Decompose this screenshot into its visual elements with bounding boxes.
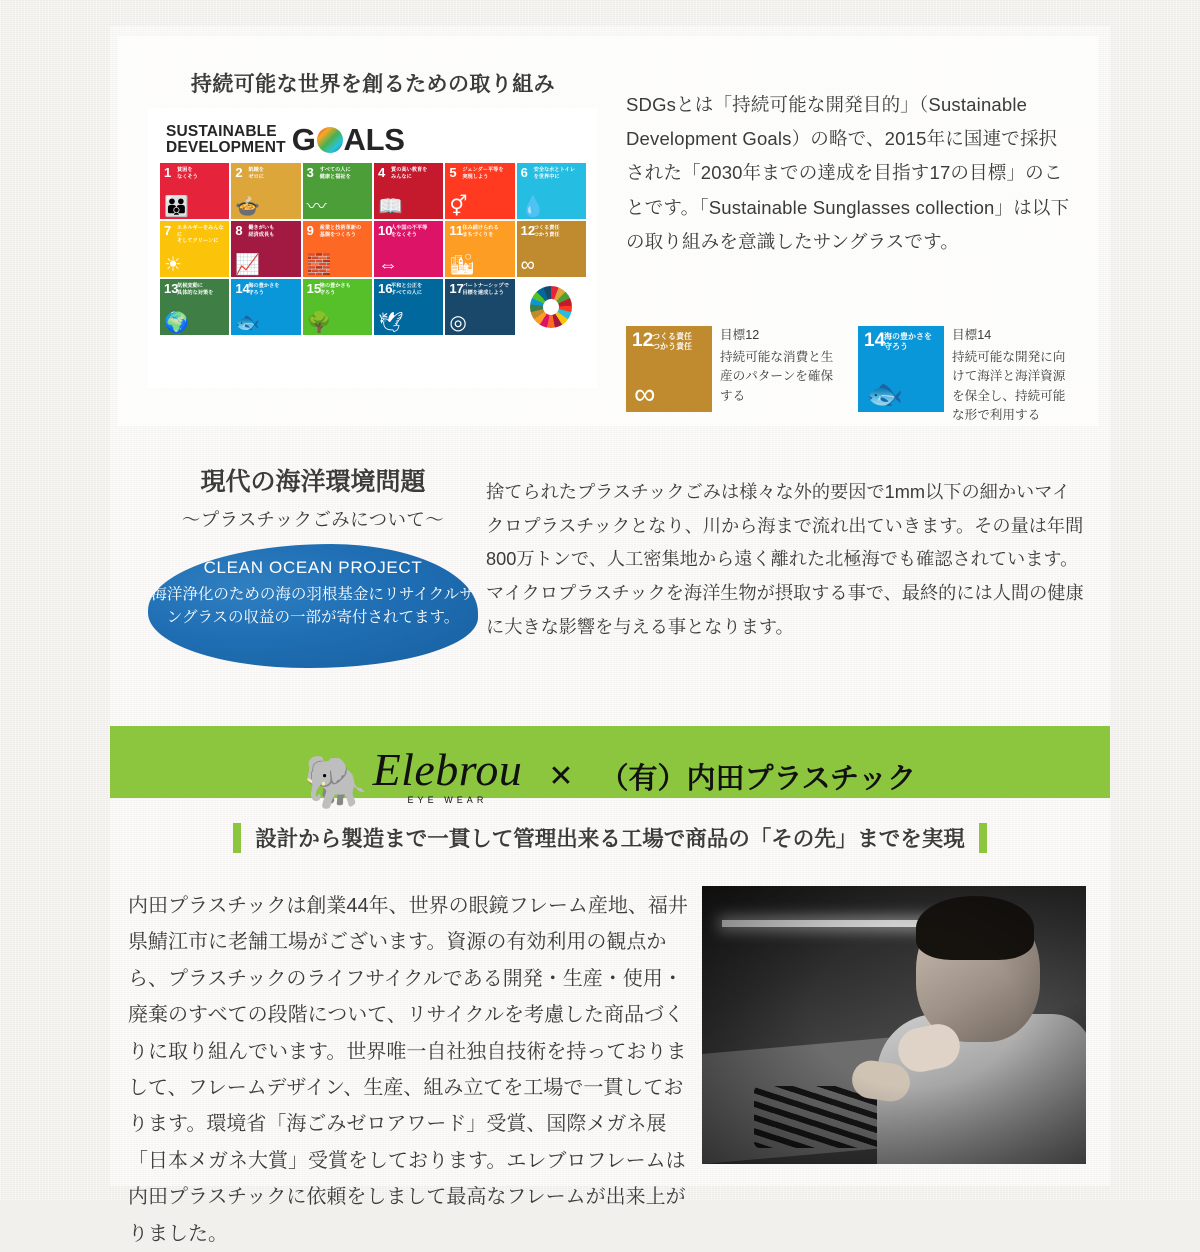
- goal-badge-number: 14: [864, 330, 886, 351]
- sdg-wordmark-line2: DEVELOPMENT: [166, 138, 286, 156]
- sdg-tile-title: すべての人に 健康と福祉を: [319, 167, 351, 180]
- collab-tagline: [110, 822, 1110, 853]
- sdg-goal-tile-3: [303, 163, 372, 219]
- sdg-tile-title: つくる責任 つかう責任: [533, 225, 560, 238]
- sdg-goal-tile-4: [374, 163, 443, 219]
- sdg-goal-tile-9: [303, 221, 372, 277]
- sdg-tile-number: 14: [235, 281, 250, 296]
- sdg-tile-icon: 🌍: [164, 312, 189, 334]
- sdg-goal-tile-14: [231, 279, 300, 335]
- goal-badge-icon: 🐟: [866, 378, 904, 411]
- brand-subtitle: EYE WEAR: [407, 795, 488, 805]
- sdg-tile-number: 13: [164, 281, 179, 296]
- goal-badge-title: 海の豊かさを 守ろう: [884, 332, 932, 352]
- sdg-tile-title: 陸の豊かさも 守ろう: [319, 283, 351, 296]
- goal-card-description: 目標14 持続可能な開発に向けて海洋と海洋資源を保全し、持続可能な形で利用する: [952, 326, 1072, 426]
- sdg-tile-title: 気候変動に 具体的な対策を: [177, 283, 214, 296]
- clean-ocean-project-badge: [148, 544, 478, 668]
- ocean-heading: 現代の海洋環境問題: [200, 468, 426, 496]
- sdg-tile-number: 16: [378, 281, 393, 296]
- sdg-tile-icon: 〰: [306, 196, 327, 218]
- sdg-tile-number: 2: [235, 165, 243, 180]
- sdg-tile-icon: ⚥: [449, 196, 468, 218]
- sdg-tile-title: 人や国の不平等 をなくそう: [391, 225, 428, 238]
- sdg-tile-number: 1: [164, 165, 172, 180]
- sdg-goal-tile-1: [160, 163, 229, 219]
- sdg-tile-icon: 📈: [235, 254, 261, 276]
- elebrou-logo: [303, 744, 523, 812]
- sdg-tile-icon: 🍲: [235, 196, 261, 218]
- sdg-tile-icon: ⇔: [378, 254, 398, 276]
- sdg-goal-tile-10: [374, 221, 443, 277]
- sdg-tile-icon: 🧱: [306, 254, 332, 276]
- sdg-goal-tile-17: [445, 279, 514, 335]
- sdg-tile-number: 6: [520, 165, 528, 180]
- sdg-tile-number: 12: [520, 223, 536, 238]
- sdg-tile-icon: 👪: [164, 196, 189, 218]
- goal-badge-12: [626, 326, 712, 412]
- sdg-wordmark-lines: [166, 124, 286, 155]
- sdg-tile-icon: 📖: [378, 196, 403, 218]
- sdg-tile-title: 働きがいも 経済成長も: [248, 225, 275, 238]
- goal-card-12: [626, 326, 840, 426]
- brand-name: Elebrou: [372, 744, 523, 795]
- clean-ocean-project-text: 海洋浄化のための海の羽根基金にリサイクルサングラスの収益の一部が寄付されてます。: [151, 586, 475, 627]
- ocean-body-text: 捨てられたプラスチックごみは様々な外的要因で1mm以下の細かいマイクロプラスチックとなり、川から海まで流れ出ていきます。その量は年間800万トンで、人工密集地から遠く離れた北極海でも確認されています。 マイクロプラスチックを海洋生物が摂取する事で、最終的には人間の健康に大きな影響を与える事となります。: [486, 482, 1084, 637]
- goal-badge-number: 12: [632, 330, 654, 351]
- goal-card-description: 目標12 持続可能な消費と生産のパターンを確保する: [720, 326, 840, 426]
- sdg-tile-number: 3: [306, 165, 314, 180]
- sdg-goal-tile-15: [303, 279, 372, 335]
- sdg-tile-icon: 🐟: [235, 312, 261, 334]
- sdg-color-wheel: [517, 279, 586, 335]
- tagline-bar-left: [233, 823, 241, 853]
- sdg-tile-icon: 🌳: [306, 312, 332, 334]
- sdg-tile-number: 5: [449, 165, 457, 180]
- sdg-goal-tile-11: [445, 221, 514, 277]
- sdg-tile-number: 15: [306, 281, 322, 296]
- sdg-tile-number: 9: [306, 223, 314, 238]
- ocean-section: [118, 448, 1098, 698]
- factory-description-text: 内田プラスチックは創業44年、世界の眼鏡フレーム産地、福井県鯖江市に老舗工場がございます。資源の有効利用の観点から、プラスチックのライフサイクルである開発・生産・使用・廃棄のすべての段階について、リサイクルを考慮した商品づくりに取り組んでいます。世界唯一自社独自技術を持っておりまして、フレームデザイン、生産、組み立てを工場で一貫しております。環境省「海ごみゼロアワード」受賞、国際メガネ展「日本メガネ大賞」受賞をしております。エレブロフレームは内田プラスチックに依頼をしまして最高なフレームが出来上がりました。: [128, 895, 688, 1245]
- sdg-goal-tile-6: [517, 163, 586, 219]
- sdg-goal-tile-16: [374, 279, 443, 335]
- sdg-logo-box: [148, 108, 598, 388]
- sdg-goal-grid: [158, 163, 588, 337]
- photo-vignette: [702, 886, 1086, 1164]
- sdg-goal-tile-5: [445, 163, 514, 219]
- sdg-tile-icon: 🕊: [378, 312, 404, 334]
- sdg-heading: 持続可能な世界を創るための取り組み: [190, 73, 556, 96]
- sdg-wordmark: [158, 118, 588, 163]
- sdg-color-wheel-o-icon: [317, 127, 343, 153]
- sdg-goals-g: G: [291, 122, 316, 157]
- goal-badge-14: [858, 326, 944, 412]
- sdg-tile-title: 住み続けられる まちづくりを: [462, 225, 499, 238]
- sdg-tile-number: 10: [378, 223, 393, 238]
- goal-card-14: [858, 326, 1072, 426]
- sdg-tile-title: 産業と技術革新の 基盤をつくろう: [319, 225, 362, 238]
- sdg-tile-title: 海の豊かさを 守ろう: [248, 283, 280, 296]
- sdg-tile-icon: ◎: [449, 312, 467, 334]
- tagline-text: 設計から製造まで一貫して管理出来る工場で商品の「その先」までを実現: [255, 827, 965, 851]
- sdg-wordmark-goals: [292, 124, 405, 155]
- sdg-tile-number: 8: [235, 223, 243, 238]
- sdg-tile-title: 質の高い教育を みんなに: [391, 167, 428, 180]
- factory-photo: [702, 886, 1086, 1164]
- sdg-tile-icon: 💧: [520, 196, 546, 218]
- sdg-tile-title: 平和と公正を すべての人に: [391, 283, 423, 296]
- sdg-wordmark-line1: SUSTAINABLE: [166, 123, 277, 140]
- sdg-goal-tile-8: [231, 221, 300, 277]
- sdg-tile-title: 貧困を なくそう: [177, 167, 198, 180]
- sdg-goal-tile-12: [517, 221, 586, 277]
- cross-icon: ✕: [548, 759, 574, 793]
- sdg-tile-title: パートナーシップで 目標を達成しよう: [462, 283, 509, 296]
- sdg-tile-title: 飢餓を ゼロに: [248, 167, 264, 180]
- sdg-highlight-goal-cards: [626, 326, 1078, 426]
- goal-badge-title: つくる責任 つかう責任: [652, 332, 692, 352]
- ocean-subheading: 〜プラスチックごみについて〜: [181, 509, 445, 530]
- sdg-tile-number: 7: [164, 223, 172, 238]
- sdg-tile-icon: ∞: [520, 254, 535, 276]
- sdg-wheel-icon: [530, 286, 572, 328]
- sdg-intro-text: SDGsとは「持続可能な開発目的」（Sustainable Development Goals）の略で、2015年に国連で採択された「2030年までの達成を目指す17の目標」のことです。「Sustainable Sunglasses collection」は以下の取り組みを意識したサングラスです。: [626, 94, 1070, 252]
- sdg-goals-als: ALS: [343, 122, 405, 157]
- sdg-tile-number: 4: [378, 165, 386, 180]
- elephant-icon: 🐘: [303, 754, 369, 812]
- collab-brand-row: [110, 726, 1110, 826]
- tagline-bar-right: [979, 823, 987, 853]
- goal-card-label: 目標12: [720, 328, 760, 342]
- clean-ocean-project-title: CLEAN OCEAN PROJECT: [203, 558, 423, 577]
- sdg-tile-number: 11: [449, 223, 464, 238]
- sdg-tile-title: 安全な水とトイレ を世界中に: [533, 167, 575, 180]
- sdg-tile-title: ジェンダー平等を 実現しよう: [462, 167, 504, 180]
- sdg-tile-title: エネルギーをみんなに そしてクリーンに: [177, 225, 224, 244]
- sdg-goal-tile-13: [160, 279, 229, 335]
- sdg-tile-icon: ☀: [164, 254, 182, 276]
- sdg-tile-number: 17: [449, 281, 464, 296]
- goal-badge-icon: ∞: [634, 378, 656, 411]
- sdg-goal-tile-2: [231, 163, 300, 219]
- partner-name: （有）内田プラスチック: [599, 762, 917, 795]
- goal-card-label: 目標14: [952, 328, 992, 342]
- sdg-tile-icon: 🏙: [449, 254, 475, 276]
- sdg-section: [118, 36, 1098, 426]
- sdg-goal-tile-7: [160, 221, 229, 277]
